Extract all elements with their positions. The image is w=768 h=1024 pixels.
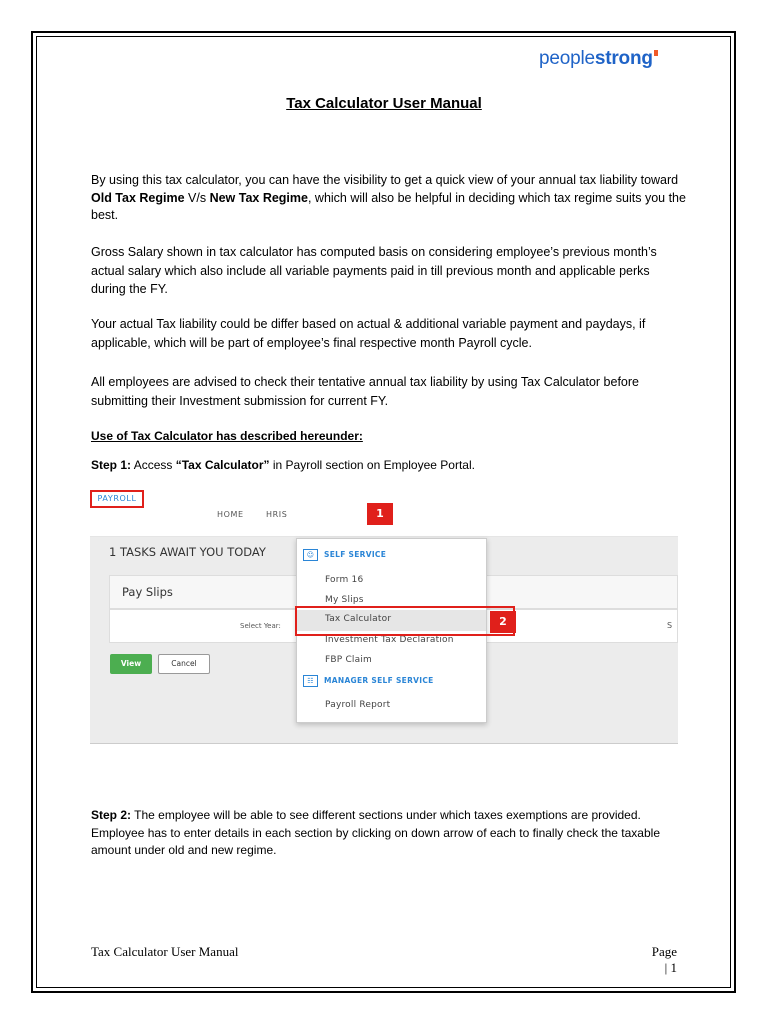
page-number: | 1 — [664, 960, 677, 975]
tax-liability-paragraph: Your actual Tax liability could be differ based on actual & additional variable payment and paydays, if applicable, which will be part of employee’s final respective month Payroll cycle. — [91, 317, 646, 350]
callout-2: 2 — [490, 611, 516, 633]
payslips-title: Pay Slips — [122, 585, 173, 599]
menu-item-form-16[interactable]: Form 16 — [325, 575, 364, 585]
page-label: Page — [651, 944, 677, 959]
menu-item-fbp-claim[interactable]: FBP Claim — [325, 655, 373, 665]
step-2 — [91, 807, 691, 860]
new-tax-regime-text: New Tax Regime — [209, 190, 308, 205]
footer-title: Tax Calculator User Manual — [91, 944, 239, 959]
advice-paragraph: All employees are advised to check their tentative annual tax liability by using Tax Calculator before submitting their Investment submission for current FY. — [91, 375, 639, 408]
section-heading: Use of Tax Calculator has described hereunder: — [91, 429, 363, 443]
step-1-post: in Payroll section on Employee Portal. — [269, 458, 475, 472]
step-1 — [91, 457, 691, 475]
intro-text-e: , which will also be helpful in deciding which tax regime suits you the best. — [91, 190, 686, 222]
step-2-text: The employee will be able to see different sections under which taxes exemptions are provided. Employee has to enter details in each section by clicking on down arrow of each to finally check the taxable amount under old and new regime. — [91, 808, 660, 857]
logo-text-strong: strong — [594, 48, 653, 69]
step-2-label: Step 2: — [91, 808, 132, 822]
portal-screenshot — [90, 490, 678, 750]
intro-paragraph — [91, 172, 687, 225]
self-service-header: ☺ SELF SERVICE — [303, 549, 386, 561]
tax-calculator-highlight-box — [295, 606, 515, 636]
view-button[interactable]: View — [110, 654, 152, 674]
step-1-bold: “Tax Calculator” — [175, 458, 270, 472]
document-title: Tax Calculator User Manual — [286, 95, 482, 112]
user-icon: ☺ — [303, 549, 318, 561]
callout-1: 1 — [367, 503, 393, 525]
menu-item-tax-calculator[interactable]: Tax Calculator — [325, 614, 392, 624]
peoplestrong-logo — [539, 48, 658, 70]
menu-item-payroll-report[interactable]: Payroll Report — [325, 700, 391, 710]
bottom-strip — [90, 743, 678, 750]
menu-item-investment-tax-declaration[interactable]: Investment Tax Declaration — [325, 635, 454, 645]
menu-item-my-slips[interactable]: My Slips — [325, 595, 364, 605]
team-icon: ☷ — [303, 675, 318, 687]
year-cut-text: S — [667, 621, 673, 630]
nav-home[interactable]: HOME — [217, 510, 244, 519]
intro-text-c: V/s — [184, 190, 210, 205]
manager-self-service-header: ☷ MANAGER SELF SERVICE — [303, 675, 434, 687]
intro-text-a: By using this tax calculator, you can have the visibility to get a quick view of your annual tax liability toward — [91, 173, 679, 187]
old-tax-regime-text: Old Tax Regime — [91, 190, 185, 205]
tasks-heading: 1 TASKS AWAIT YOU TODAY — [109, 545, 266, 559]
step-1-pre: Access — [131, 458, 176, 472]
nav-hris[interactable]: HRIS — [266, 510, 288, 519]
logo-text-light: people — [539, 48, 595, 69]
logo-mark-icon — [654, 50, 658, 56]
portal-navbar — [90, 490, 678, 537]
step-1-label: Step 1: — [91, 458, 132, 472]
footer-page — [640, 944, 677, 976]
cancel-button[interactable]: Cancel — [158, 654, 210, 674]
select-year-label: Select Year: — [240, 622, 281, 630]
gross-salary-paragraph: Gross Salary shown in tax calculator has computed basis on considering employee’s previous month’s actual salary which also include all variable payments paid in till previous month and applicable perks during the FY. — [91, 245, 657, 296]
nav-payroll[interactable]: PAYROLL — [90, 490, 144, 508]
